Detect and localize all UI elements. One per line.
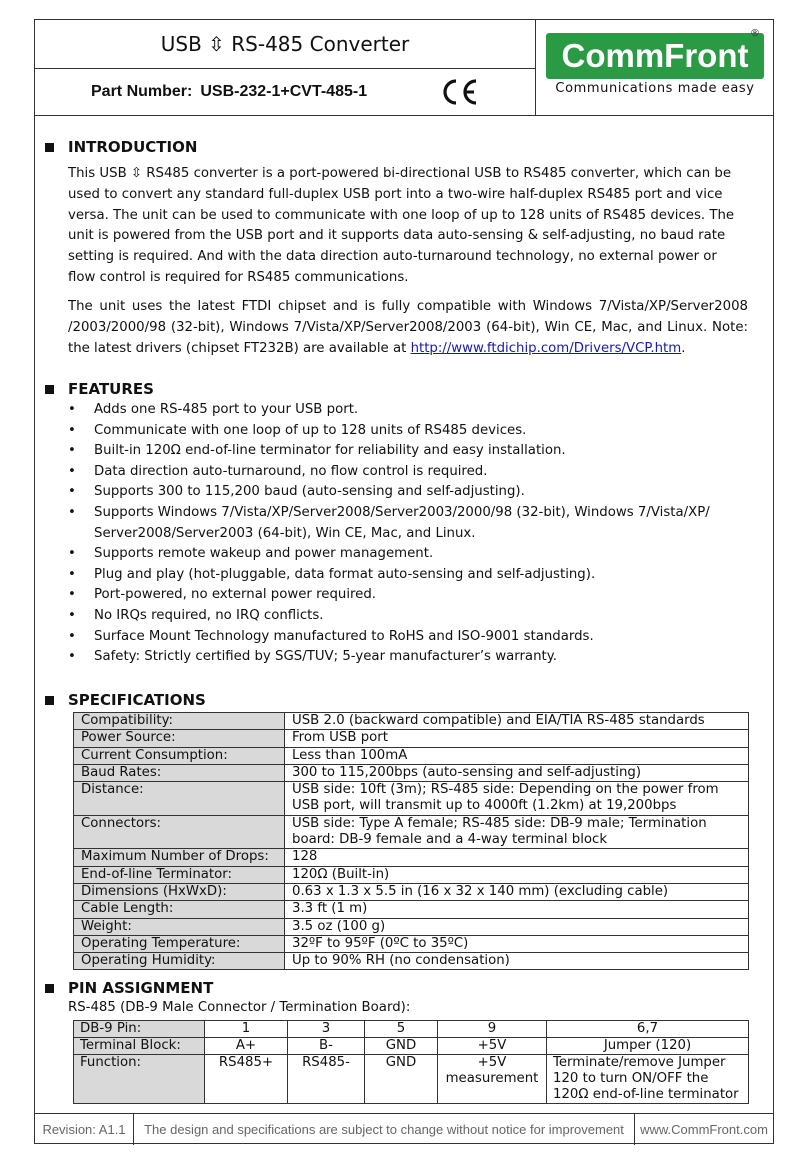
feature-item: • Supports Windows 7/Vista/XP/Server2008/Server2003/2000/98 (32-bit), Windows 7/Vista/XP/ Server2008/Server2003 (64-bit), Win CE, Mac, and Linux.: [68, 503, 758, 544]
spec-value: USB 2.0 (backward compatible) and EIA/TIA RS-485 standards: [285, 713, 749, 730]
part-number-row: [35, 69, 535, 115]
spec-key: Operating Humidity:: [74, 953, 285, 970]
part-number-label: Part Number:: [91, 83, 193, 100]
pin-cell: 1: [205, 1021, 288, 1038]
spec-key: Distance:: [74, 782, 285, 816]
page-title: USB ⇳ RS-485 Converter: [35, 20, 535, 69]
datasheet-page: [34, 19, 774, 1144]
feature-item: • Plug and play (hot-pluggable, data format auto-sensing and self-adjusting).: [68, 565, 758, 586]
pin-cell: 3: [288, 1021, 365, 1038]
pin-cell: A+: [205, 1038, 288, 1055]
feature-item: • Adds one RS-485 port to your USB port.: [68, 400, 758, 421]
feature-item: • Supports remote wakeup and power management.: [68, 544, 758, 565]
spec-row: [74, 730, 749, 747]
spec-key: Current Consumption:: [74, 747, 285, 764]
header-left: [35, 20, 536, 115]
part-number-value: USB-232-1+CVT-485-1: [200, 83, 368, 100]
spec-row: [74, 901, 749, 918]
spec-value: Up to 90% RH (no condensation): [285, 953, 749, 970]
pin-row-label: Terminal Block:: [74, 1038, 205, 1055]
spec-key: End-of-line Terminator:: [74, 866, 285, 883]
intro-paragraph-2-text: The unit uses the latest FTDI chipset and is fully compatible with Windows 7/Vista/XP/Server2008 /2003/2000/98 (32-bit), Windows 7/Vista/XP/Server2008/2003 (64-bit), Win CE, Mac, and Linux. Note: the latest drivers (chipset FT232B) are available at: [68, 299, 748, 356]
spec-row: [74, 747, 749, 764]
pin-cell: +5V: [438, 1038, 547, 1055]
header: [35, 20, 773, 115]
spec-key: Baud Rates:: [74, 764, 285, 781]
spec-key: Connectors:: [74, 815, 285, 849]
section-heading-features: [45, 380, 154, 398]
square-bullet-icon: [45, 385, 54, 394]
logo-tagline: Communications made easy: [555, 81, 755, 96]
spec-value: Less than 100mA: [285, 747, 749, 764]
spec-row: [74, 764, 749, 781]
spec-row: [74, 713, 749, 730]
pin-cell: RS485+: [205, 1055, 288, 1104]
registered-mark: ®: [750, 28, 760, 39]
ce-mark-icon: [440, 77, 480, 107]
section-heading-pin-assignment: [45, 979, 213, 997]
spec-key: Operating Temperature:: [74, 935, 285, 952]
pin-cell: GND: [365, 1038, 438, 1055]
pin-cell: 6,7: [547, 1021, 749, 1038]
spec-key: Cable Length:: [74, 901, 285, 918]
feature-item: • Data direction auto-turnaround, no flow control is required.: [68, 462, 758, 483]
features-list: [68, 400, 758, 668]
heading-text: PIN ASSIGNMENT: [68, 979, 214, 997]
pin-assignment-table: [73, 1020, 749, 1104]
spec-row: [74, 866, 749, 883]
spec-row: [74, 815, 749, 849]
heading-text: FEATURES: [68, 380, 154, 398]
spec-row: [74, 918, 749, 935]
ftdi-driver-link[interactable]: http://www.ftdichip.com/Drivers/VCP.htm: [410, 340, 682, 356]
feature-item: • Built-in 120Ω end-of-line terminator for reliability and easy installation.: [68, 441, 758, 462]
pin-cell: RS485-: [288, 1055, 365, 1104]
section-heading-specifications: [45, 691, 206, 709]
feature-item: • Surface Mount Technology manufactured to RoHS and ISO-9001 standards.: [68, 627, 758, 648]
spec-row: [74, 883, 749, 900]
intro-paragraph-2: [68, 297, 748, 359]
commfront-logo: [544, 28, 766, 108]
spec-key: Maximum Number of Drops:: [74, 849, 285, 866]
spec-value: 3.5 oz (100 g): [285, 918, 749, 935]
logo-banner: [546, 33, 764, 79]
spec-value: 3.3 ft (1 m): [285, 901, 749, 918]
intro-paragraph-2-end: .: [681, 340, 686, 356]
pin-assignment-subtitle: RS-485 (DB-9 Male Connector / Termination Board):: [68, 1000, 411, 1015]
spec-key: Power Source:: [74, 730, 285, 747]
spec-row: [74, 953, 749, 970]
logo-text: CommFront: [561, 37, 749, 74]
spec-row: [74, 782, 749, 816]
pin-row: [74, 1038, 749, 1055]
spec-value: From USB port: [285, 730, 749, 747]
spec-value: 32ºF to 95ºF (0ºC to 35ºC): [285, 935, 749, 952]
spec-key: Dimensions (HxWxD):: [74, 883, 285, 900]
spec-value: USB side: Type A female; RS-485 side: DB-9 male; Termination board: DB-9 female and a 4-way terminal block: [285, 815, 749, 849]
spec-key: Compatibility:: [74, 713, 285, 730]
feature-item: • Supports 300 to 115,200 baud (auto-sensing and self-adjusting).: [68, 482, 758, 503]
pin-cell: 5: [365, 1021, 438, 1038]
heading-text: SPECIFICATIONS: [68, 691, 206, 709]
square-bullet-icon: [45, 143, 54, 152]
pin-row-label: DB-9 Pin:: [74, 1021, 205, 1038]
square-bullet-icon: [45, 696, 54, 705]
feature-item: • Communicate with one loop of up to 128 units of RS485 devices.: [68, 421, 758, 442]
footer: [35, 1113, 773, 1145]
footer-website: www.CommFront.com: [640, 1122, 768, 1137]
intro-paragraph-1: This USB ⇳ RS485 converter is a port-powered bi-directional USB to RS485 converter, which can be used to convert any standard full-duplex USB port into a two-wire half-duplex RS485 port and vice versa. The unit can be used to communicate with one loop of up to 128 units of RS485 devices. The unit is powered from the USB port and it supports data auto-sensing & self-adjusting, no baud rate setting is required. And with the data direction auto-turnaround technology, no external power or flow control is required for RS485 communications.: [68, 166, 735, 285]
footer-revision: Revision: A1.1: [35, 1114, 134, 1145]
feature-item: • Port-powered, no external power required.: [68, 585, 758, 606]
spec-value: 128: [285, 849, 749, 866]
spec-value: 120Ω (Built-in): [285, 866, 749, 883]
feature-item: • No IRQs required, no IRQ conflicts.: [68, 606, 758, 627]
specifications-table: [73, 712, 749, 970]
pin-cell: GND: [365, 1055, 438, 1104]
footer-notice: The design and specifications are subject to change without notice for improvement: [134, 1114, 635, 1145]
pin-cell: +5V measurement: [438, 1055, 547, 1104]
pin-row-label: Function:: [74, 1055, 205, 1104]
feature-item: • Safety: Strictly certified by SGS/TUV; 5-year manufacturer’s warranty.: [68, 647, 758, 668]
spec-value: USB side: 10ft (3m); RS-485 side: Depending on the power from USB port, will transmit up to 4000ft (1.2km) at 19,200bps: [285, 782, 749, 816]
pin-row: [74, 1055, 749, 1104]
spec-row: [74, 935, 749, 952]
content: [35, 115, 773, 1102]
pin-cell: Terminate/remove Jumper 120 to turn ON/OFF the 120Ω end-of-line terminator: [547, 1055, 749, 1104]
section-heading-introduction: [45, 138, 197, 156]
pin-cell: Jumper (120): [547, 1038, 749, 1055]
square-bullet-icon: [45, 984, 54, 993]
spec-key: Weight:: [74, 918, 285, 935]
spec-value: 0.63 x 1.3 x 5.5 in (16 x 32 x 140 mm) (excluding cable): [285, 883, 749, 900]
pin-cell: 9: [438, 1021, 547, 1038]
pin-cell: B-: [288, 1038, 365, 1055]
pin-row: [74, 1021, 749, 1038]
spec-row: [74, 849, 749, 866]
spec-value: 300 to 115,200bps (auto-sensing and self-adjusting): [285, 764, 749, 781]
heading-text: INTRODUCTION: [68, 138, 198, 156]
